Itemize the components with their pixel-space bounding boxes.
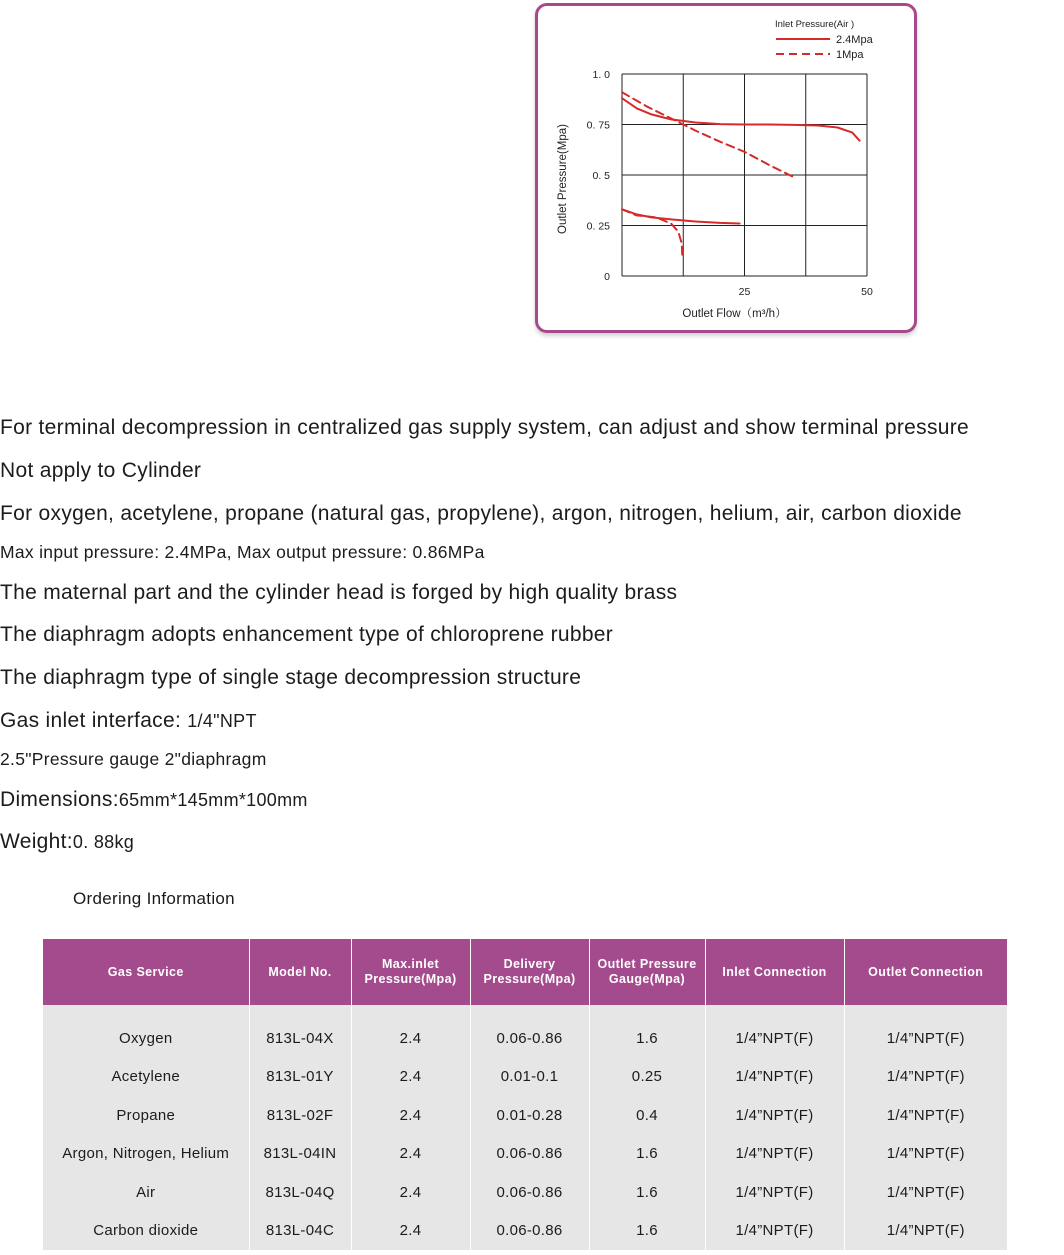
feature-line-7: The diaphragm type of single stage decompression structure (0, 666, 582, 689)
cell-max-inlet-pressure: 2.4 (351, 1096, 470, 1135)
chart-svg (538, 6, 914, 330)
cell-outlet-connection: 1/4”NPT(F) (844, 1096, 1007, 1135)
cell-outlet-gauge: 1.6 (589, 1173, 705, 1212)
cell-inlet-connection: 1/4”NPT(F) (705, 1058, 844, 1097)
feature-line-1: For terminal decompression in centralized gas supply system, can adjust and show terminal pressure (0, 416, 969, 439)
cell-outlet-connection: 1/4”NPT(F) (844, 1173, 1007, 1212)
cell-outlet-gauge: 0.4 (589, 1096, 705, 1135)
header-model-no (249, 939, 351, 1005)
cell-model-no: 813L-02F (249, 1096, 351, 1135)
table-row (43, 1135, 1007, 1174)
cell-max-inlet-pressure: 2.4 (351, 1173, 470, 1212)
cell-delivery-pressure: 0.01-0.28 (470, 1096, 589, 1135)
inlet-interface-line (0, 709, 257, 733)
cell-model-no: 813L-04Q (249, 1173, 351, 1212)
cell-max-inlet-pressure: 2.4 (351, 1058, 470, 1097)
cell-outlet-connection: 1/4”NPT(F) (844, 1212, 1007, 1251)
cell-delivery-pressure: 0.06-0.86 (470, 1212, 589, 1251)
weight-line (0, 830, 134, 854)
x-axis-label: Outlet Flow（m³/h） (682, 308, 787, 320)
cell-max-inlet-pressure: 2.4 (351, 1212, 470, 1251)
cell-delivery-pressure: 0.06-0.86 (470, 1135, 589, 1174)
cell-max-inlet-pressure: 2.4 (351, 1135, 470, 1174)
cell-model-no: 813L-04IN (249, 1135, 351, 1174)
cell-gas-service: Argon, Nitrogen, Helium (43, 1135, 249, 1174)
cell-inlet-connection: 1/4”NPT(F) (705, 1005, 844, 1058)
table-row (43, 1058, 1007, 1097)
cell-outlet-gauge: 1.6 (589, 1212, 705, 1251)
y-tick-label: 0. 75 (586, 119, 610, 132)
header-inlet-connection (705, 939, 844, 1005)
table-header-row (43, 939, 1007, 1005)
table-row (43, 1173, 1007, 1212)
cell-outlet-connection: 1/4”NPT(F) (844, 1058, 1007, 1097)
cell-gas-service: Air (43, 1173, 249, 1212)
header-text: Max.inlet (381, 957, 440, 971)
cell-max-inlet-pressure: 2.4 (351, 1005, 470, 1058)
cell-delivery-pressure: 0.06-0.86 (470, 1173, 589, 1212)
y-tick-label: 0 (604, 271, 610, 283)
y-tick-label: 0. 5 (592, 170, 610, 182)
cell-gas-service: Oxygen (43, 1005, 249, 1058)
header-text: Outlet Pressure (597, 957, 697, 971)
feature-line-4: Max input pressure: 2.4MPa, Max output pressure: 0.86MPa (0, 542, 485, 562)
cell-outlet-gauge: 0.25 (589, 1058, 705, 1097)
inlet-interface-label: Gas inlet interface: (0, 709, 188, 732)
cell-gas-service: Acetylene (43, 1058, 249, 1097)
cell-gas-service: Propane (43, 1096, 249, 1135)
feature-line-2: Not apply to Cylinder (0, 459, 202, 482)
header-text: Delivery (503, 957, 556, 971)
cell-model-no: 813L-01Y (249, 1058, 351, 1097)
header-gas-service (43, 939, 249, 1005)
table-body (43, 1005, 1007, 1250)
weight-value: 0. 88kg (72, 832, 135, 852)
header-text: Pressure(Mpa) (364, 972, 457, 986)
table-row (43, 1005, 1007, 1058)
y-tick-label: 1. 0 (592, 69, 610, 81)
x-tick-label: 50 (861, 286, 873, 298)
cell-delivery-pressure: 0.06-0.86 (470, 1005, 589, 1058)
cell-outlet-gauge: 1.6 (589, 1005, 705, 1058)
header-text: Pressure(Mpa) (483, 972, 576, 986)
series-line (622, 98, 860, 141)
y-axis-label: Outlet Pressure(Mpa) (557, 124, 569, 234)
header-text: Model No. (268, 964, 332, 979)
cell-model-no: 813L-04X (249, 1005, 351, 1058)
legend-title: Inlet Pressure(Air ) (775, 19, 855, 30)
table-row (43, 1212, 1007, 1251)
pressure-flow-chart (535, 3, 917, 333)
header-text: Inlet Connection (722, 964, 827, 979)
ordering-title: Ordering Information (73, 889, 235, 908)
y-tick-label: 0. 25 (586, 220, 610, 233)
cell-delivery-pressure: 0.01-0.1 (470, 1058, 589, 1097)
table-row (43, 1096, 1007, 1135)
dimensions-value: 65mm*145mm*100mm (118, 790, 308, 810)
ordering-table (43, 939, 1007, 1250)
header-outlet-connection (844, 939, 1007, 1005)
header-text: Gauge(Mpa) (608, 972, 686, 986)
header-outlet-gauge (589, 939, 705, 1005)
series-line (622, 209, 682, 256)
cell-inlet-connection: 1/4”NPT(F) (705, 1173, 844, 1212)
dimensions-line (0, 788, 308, 812)
dimensions-label: Dimensions: (0, 788, 119, 811)
header-delivery-pressure (470, 939, 589, 1005)
legend-label: 2.4Mpa (836, 34, 873, 46)
legend-label: 1Mpa (836, 49, 864, 61)
cell-outlet-gauge: 1.6 (589, 1135, 705, 1174)
gauge-line: 2.5"Pressure gauge 2"diaphragm (0, 749, 267, 769)
header-text: Outlet Connection (868, 964, 984, 979)
cell-inlet-connection: 1/4”NPT(F) (705, 1212, 844, 1251)
inlet-interface-value: 1/4"NPT (187, 711, 257, 731)
feature-line-5: The maternal part and the cylinder head is forged by high quality brass (0, 581, 678, 604)
cell-inlet-connection: 1/4”NPT(F) (705, 1096, 844, 1135)
x-tick-label: 25 (738, 286, 751, 298)
cell-inlet-connection: 1/4”NPT(F) (705, 1135, 844, 1174)
weight-label: Weight: (0, 830, 73, 853)
cell-outlet-connection: 1/4”NPT(F) (844, 1135, 1007, 1174)
series-line (622, 92, 794, 177)
cell-outlet-connection: 1/4”NPT(F) (844, 1005, 1007, 1058)
header-max-inlet-pressure (351, 939, 470, 1005)
header-text: Gas Service (107, 964, 184, 979)
feature-line-3: For oxygen, acetylene, propane (natural gas, propylene), argon, nitrogen, helium, air, carbon dioxide (0, 502, 962, 525)
cell-gas-service: Carbon dioxide (43, 1212, 249, 1251)
feature-line-6: The diaphragm adopts enhancement type of chloroprene rubber (0, 623, 614, 646)
cell-model-no: 813L-04C (249, 1212, 351, 1251)
